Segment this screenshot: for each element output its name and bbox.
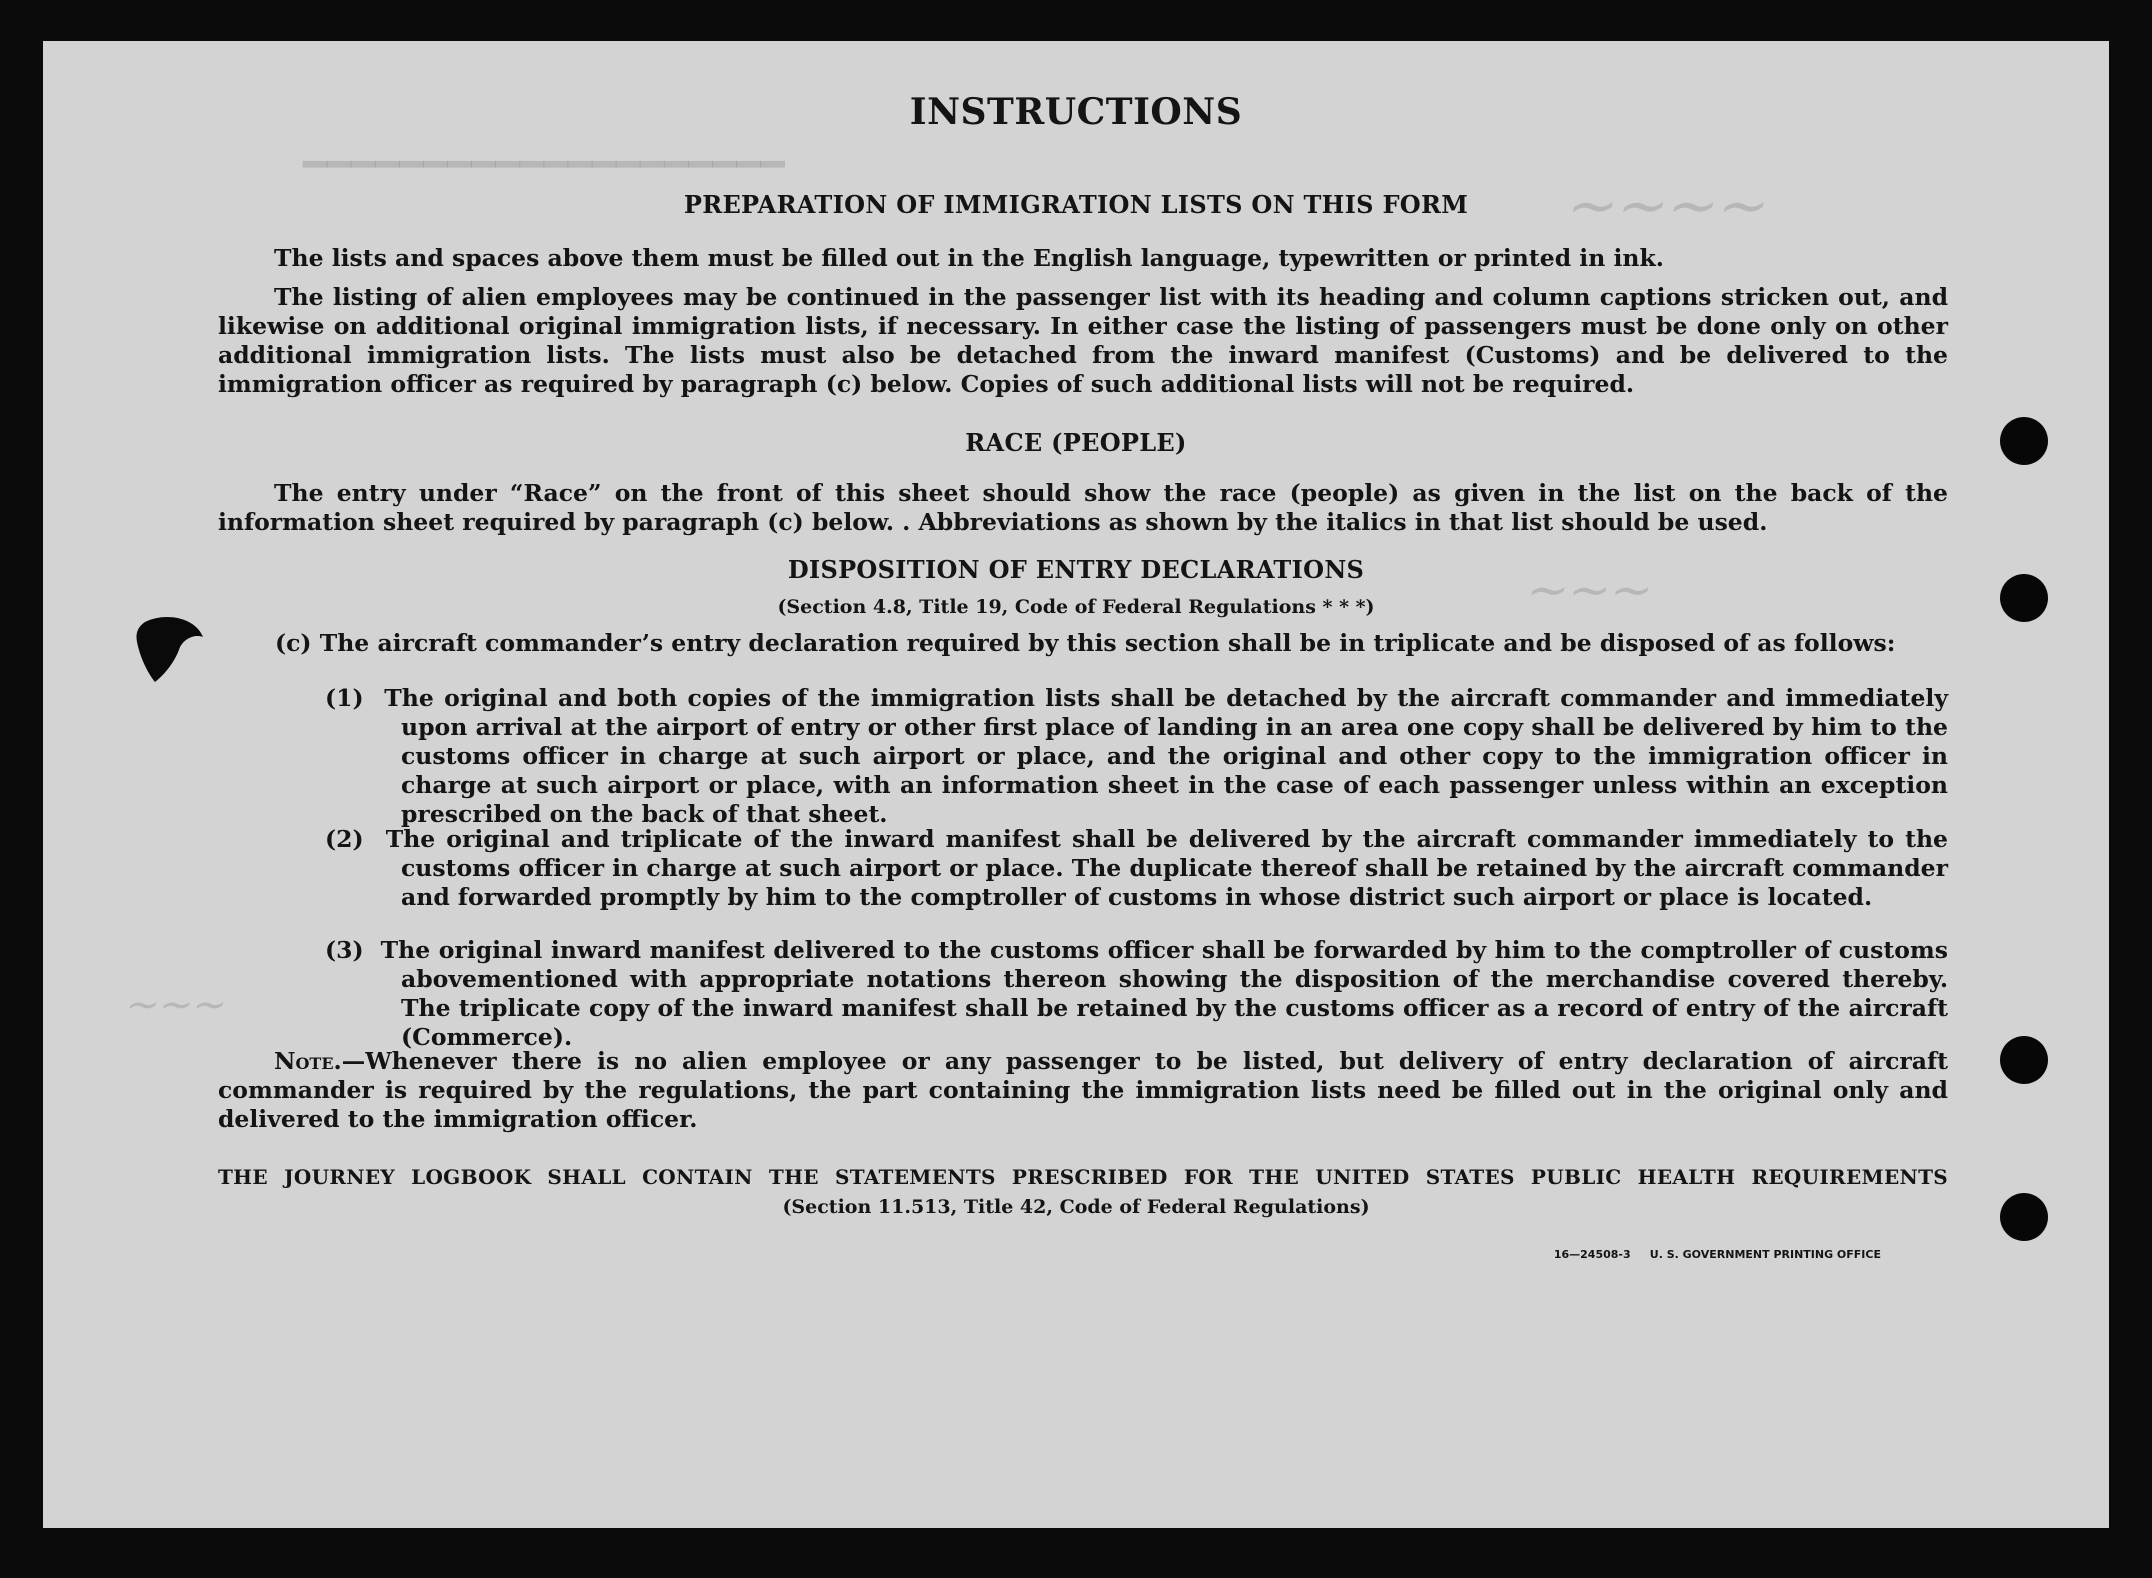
page-title: INSTRUCTIONS <box>909 91 1243 133</box>
punch-hole-1 <box>2000 417 2048 465</box>
list-item-number: (1) <box>325 684 364 712</box>
paragraph-note <box>218 1047 1948 1134</box>
punch-hole-2 <box>2000 574 2048 622</box>
ink-blot-icon <box>125 612 215 702</box>
list-item-2 <box>325 825 1948 912</box>
list-item-number: (2) <box>325 825 364 853</box>
paragraph-race-entry: The entry under “Race” on the front of this sheet should show the race (people) as given in the list on the back of the information sheet required by paragraph (c) below. . Abbreviations as shown by the italics in that list should be used. <box>218 479 1948 536</box>
section-heading-race: RACE (PEOPLE) <box>965 428 1187 457</box>
paragraph-c-text: The aircraft commander’s entry declaration required by this section shall be in triplicate and be disposed of as follows: <box>319 629 1896 657</box>
bleed-through-decoration-4: ∼∼∼ <box>123 982 224 1027</box>
paragraph-c-label: (c) <box>275 629 312 657</box>
bleed-through-decoration: ━━━━━━━━━━━━━━━━━━━━ <box>303 142 785 187</box>
list-item-text: The original and both copies of the immigration lists shall be detached by the aircraft commander and immediately upon arrival at the airport of entry or other first place of landing in an area one copy shall be delivered by him to the customs officer in charge at such airport or place, and the original and other copy to the immigration officer in charge at such airport or place, with an information sheet in the case of each passenger unless within an exception prescribed on the back of that sheet. <box>384 684 1948 828</box>
list-item-text: The original and triplicate of the inward manifest shall be delivered by the aircraft commander immediately to the customs officer in charge at such airport or place. The duplicate thereof shall be retained by the aircraft commander and forwarded promptly by him to the comptroller of customs in whose district such airport or place is located. <box>385 825 1948 911</box>
punch-hole-3 <box>2000 1036 2048 1084</box>
note-label: Note. <box>274 1047 342 1075</box>
paragraph-c-intro <box>275 629 1948 658</box>
health-requirements-statement: THE JOURNEY LOGBOOK SHALL CONTAIN THE STATEMENTS PRESCRIBED FOR THE UNITED STATES PUBLIC HEALTH REQUIREMENTS <box>218 1165 1948 1189</box>
list-item-3 <box>325 936 1948 1052</box>
citation-title-42: (Section 11.513, Title 42, Code of Federal Regulations) <box>782 1196 1370 1218</box>
section-heading-disposition: DISPOSITION OF ENTRY DECLARATIONS <box>787 555 1365 584</box>
document-page <box>43 41 2109 1528</box>
paragraph-lists-language: The lists and spaces above them must be filled out in the English language, typewritten or printed in ink. <box>274 244 1664 272</box>
list-item-text: The original inward manifest delivered to the customs officer shall be forwarded by him to the comptroller of customs abovementioned with appropriate notations thereon showing the disposition of the merchandise covered thereby. The triplicate copy of the inward manifest shall be retained by the customs officer as a record of entry of the aircraft (Commerce). <box>380 936 1948 1051</box>
punch-hole-4 <box>2000 1193 2048 1241</box>
note-text: —Whenever there is no alien employee or any passenger to be listed, but delivery of entry declaration of aircraft commander is required by the regulations, the part containing the immigration lists need be filled out in the original only and delivered to the immigration officer. <box>218 1047 1948 1133</box>
printer-name: U. S. GOVERNMENT PRINTING OFFICE <box>1649 1248 1881 1261</box>
bleed-through-decoration-2: ∼∼∼∼ <box>1563 173 1765 239</box>
section-heading-preparation: PREPARATION OF IMMIGRATION LISTS ON THIS FORM <box>683 190 1469 219</box>
list-item-1 <box>325 684 1948 829</box>
paragraph-alien-employees: The listing of alien employees may be continued in the passenger list with its heading and column captions stricken out, and likewise on additional original immigration lists, if necessary. In either case the listing of passengers must be done only on other additional immigration lists. The lists must also be detached from the inward manifest (Customs) and be delivered to the immigration officer as required by paragraph (c) below. Copies of such additional lists will not be required. <box>218 283 1948 398</box>
bleed-through-decoration-3: ∼∼∼ <box>1523 562 1649 618</box>
list-item-number: (3) <box>325 936 364 964</box>
instructions-text <box>43 41 2109 1528</box>
printer-code: 16—24508-3 <box>1553 1248 1631 1261</box>
citation-title-19: (Section 4.8, Title 19, Code of Federal Regulations * * *) <box>777 596 1375 618</box>
printer-imprint <box>1554 1248 1881 1261</box>
